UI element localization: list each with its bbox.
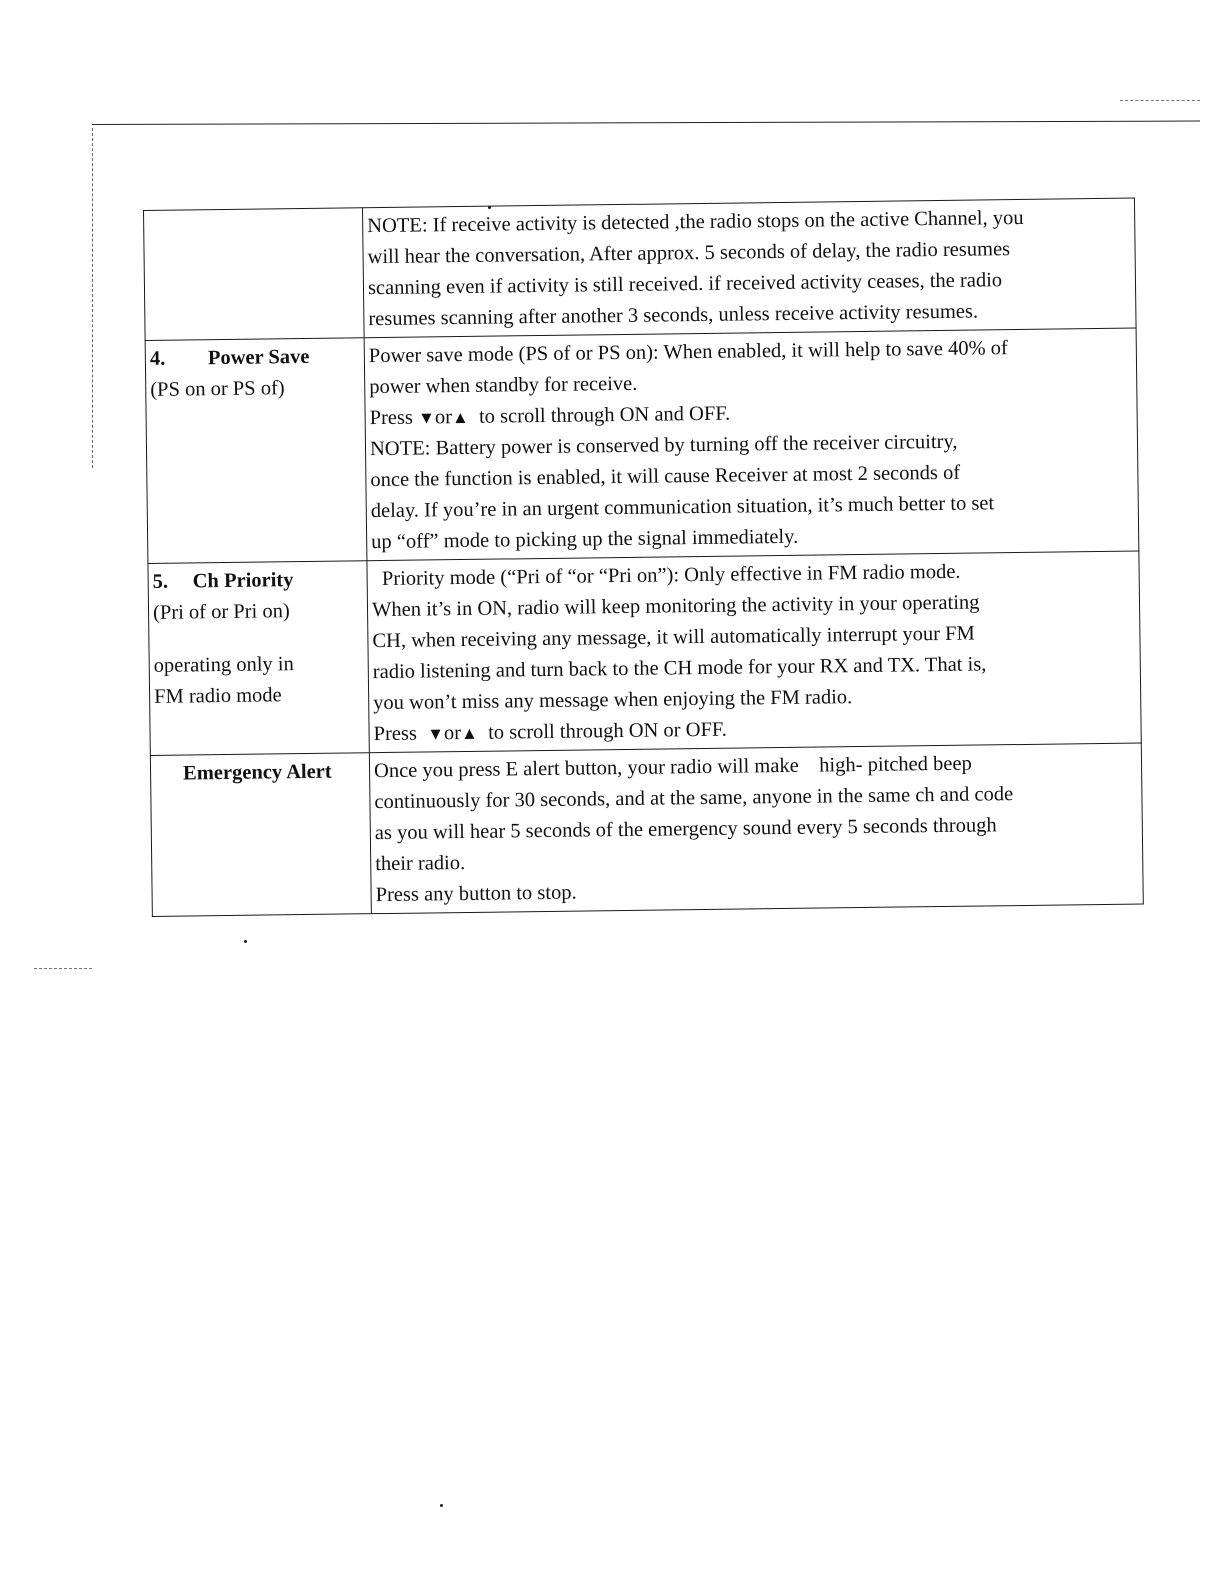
feature-title-ch-priority [152, 564, 362, 598]
feature-subtitle: (Pri of or Pri on) [152, 600, 290, 624]
up-arrow-icon: ▲ [451, 407, 469, 428]
desc-cell-emergency-alert [369, 743, 1143, 914]
label-cell-emergency-alert [150, 753, 371, 917]
label-spacer [153, 626, 363, 651]
feature-subtitle: (PS on or PS of) [150, 377, 285, 401]
or-text: or [434, 406, 453, 429]
desc-line: NOTE: If receive activity is detected ,the radio stops on the active Channel, you [367, 206, 1024, 238]
table-row [148, 551, 1141, 755]
down-arrow-icon: ▼ [417, 408, 436, 428]
desc-line: radio listening and turn back to the CH mode for your RX and TX. That is, [372, 653, 987, 684]
desc-line: When it’s in ON, radio will keep monitoring the activity in your operating [371, 591, 980, 622]
desc-line: CH, when receiving any message, it will automatically interrupt your FM [372, 622, 975, 653]
feature-title-emergency-alert: Emergency Alert [182, 760, 332, 785]
feature-name: Ch Priority [192, 569, 294, 593]
feature-note: operating only in [153, 653, 294, 677]
desc-line: their radio. [375, 852, 466, 876]
page-left-margin-rule [92, 128, 93, 468]
feature-table [143, 198, 1144, 917]
desc-line: continuously for 30 seconds, and at the same, anyone in the same ch and code [374, 783, 1014, 814]
desc-line: Once you press E alert button, your radio will make high- pitched beep [373, 752, 972, 783]
press-text: Press [373, 722, 428, 746]
desc-cell-ch-priority [367, 551, 1141, 753]
feature-note: FM radio mode [153, 684, 282, 708]
desc-line: as you will hear 5 seconds of the emergency sound every 5 seconds through [374, 814, 997, 845]
up-arrow-icon: ▲ [460, 723, 479, 744]
feature-name: Power Save [207, 345, 310, 370]
scan-speck [440, 1504, 443, 1507]
desc-line: you won’t miss any message when enjoying the FM radio. [373, 686, 853, 715]
label-cell-power-save [145, 338, 367, 564]
scan-dash-mark [1120, 100, 1200, 101]
label-cell-ch-priority [148, 561, 369, 756]
feature-table-wrapper [143, 198, 1144, 917]
label-cell-empty [144, 208, 365, 341]
desc-line: power when standby for receive. [369, 372, 638, 399]
feature-number: 4. [149, 347, 166, 370]
desc-line: Press any button to stop. [375, 881, 577, 907]
desc-line: scanning even if activity is still received. if received activity ceases, the radio [367, 269, 1003, 300]
table-row [150, 743, 1143, 916]
desc-line: up “off” mode to picking up the signal immediately. [371, 525, 799, 554]
scan-dash-mark [34, 968, 92, 969]
press-text: Press [369, 406, 419, 430]
desc-cell-scan-note [362, 198, 1136, 338]
desc-line: Power save mode (PS of or PS on): When enabled, it will help to save 40% of [368, 337, 1008, 368]
desc-line: once the function is enabled, it will cause Receiver at most 2 seconds of [370, 461, 961, 492]
table-row [144, 198, 1137, 340]
feature-title-power-save [150, 341, 360, 375]
scroll-text: to scroll through ON and OFF. [468, 402, 731, 428]
or-text: or [443, 722, 462, 745]
desc-line: will hear the conversation, After approx. 5 seconds of delay, the radio resumes [367, 238, 1011, 269]
feature-number: 5. [152, 570, 169, 593]
page-top-rule [92, 121, 1200, 125]
scroll-text: to scroll through ON or OFF. [477, 718, 727, 744]
desc-cell-power-save [364, 328, 1139, 561]
desc-line: resumes scanning after another 3 seconds, unless receive activity resumes. [368, 300, 979, 331]
scan-speck [244, 940, 247, 943]
down-arrow-icon: ▼ [427, 724, 445, 744]
desc-line: Priority mode (“Pri of “or “Pri on”): Only effective in FM radio mode. [371, 560, 961, 591]
desc-line: NOTE: Battery power is conserved by turning off the receiver circuitry, [369, 430, 958, 461]
table-row [145, 328, 1139, 563]
desc-line: delay. If you’re in an urgent communication situation, it’s much better to set [370, 492, 995, 523]
